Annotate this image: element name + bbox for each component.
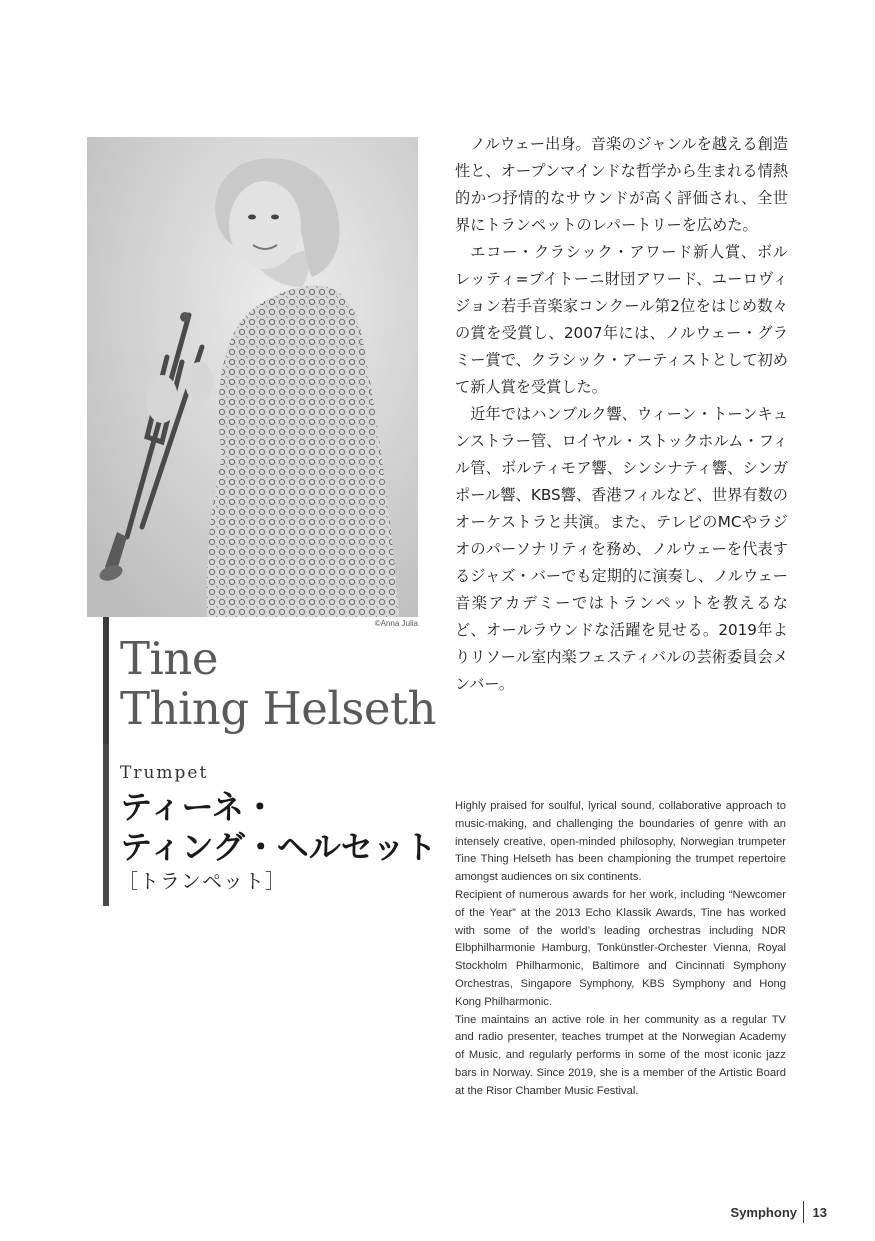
footer-divider	[803, 1201, 804, 1223]
bio-en-paragraph: Tine maintains an active role in her community as a regular TV and radio presenter, teaches trumpet at the Norwegian Academy of Music, and regularly performs in some of the most iconic jazz bars in Norway. Since 2019, she is a member of the Artistic Board at the Risor Chamber Music Festival.	[455, 1013, 786, 1097]
accent-bar-top	[103, 617, 109, 744]
artist-name-japanese-line1: ティーネ・	[120, 788, 276, 826]
instrument-english: Trumpet	[120, 763, 209, 783]
bio-jp-paragraph: ノルウェー出身。音楽のジャンルを越える創造性と、オープンマインドな哲学から生まれる情熱的かつ抒情的なサウンドが高く評価され、全世界にトランペットのレパートリーを広めた。	[455, 135, 788, 234]
photo-credit: ©Anna Julia	[374, 619, 418, 628]
magazine-title: Symphony	[730, 1205, 797, 1220]
accent-bar-bottom	[103, 744, 109, 906]
biography-english	[455, 798, 786, 1101]
artist-name-english-line2: Thing Helseth	[120, 682, 437, 735]
artist-name-english	[120, 632, 437, 735]
bio-en-paragraph: Recipient of numerous awards for her work, including “Newcomer of the Year” at the 2013 Echo Klassik Awards, Tine has worked with some of the world’s leading orchestras including NDR Elbphilharmonie Hamburg, Tonkünstler-Orchester Vienna, Royal Stockholm Philharmonic, Baltimore and Cincinnati Symphony Orchestras, Singapore Symphony, KBS Symphony and Hong Kong Philharmonic.	[455, 888, 786, 1008]
artist-name-english-line1: Tine	[120, 632, 219, 685]
artist-photo	[87, 137, 418, 617]
bio-en-paragraph: Highly praised for soulful, lyrical sound, collaborative approach to music-making, and challenging the boundaries of genre with an intensely creative, open-minded philosophy, Norwegian trumpeter Tine Thing Helseth has been championing the trumpet repertoire amongst audiences on six continents.	[455, 800, 786, 884]
bio-jp-paragraph: 近年ではハンブルク響、ウィーン・トーンキュンストラー管、ロイヤル・ストックホルム・フィル管、ボルティモア響、シンシナティ響、シンガポール響、KBS響、香港フィルなど、世界有数のオーケストラと共演。また、テレビのMCやラジオのパーソナリティを務め、ノルウェーを代表するジャズ・バーでも定期的に演奏し、ノルウェー音楽アカデミーではトランペットを教えるなど、オールラウンドな活躍を見せる。2019年よりリソール室内楽フェスティバルの芸術委員会メンバー。	[455, 405, 788, 693]
artist-name-japanese	[120, 787, 440, 867]
instrument-japanese: ［トランペット］	[118, 869, 286, 893]
bio-jp-paragraph: エコー・クラシック・アワード新人賞、ボルレッティ=ブイトーニ財団アワード、ユーロヴィジョン若手音楽家コンクール第2位をはじめ数々の賞を受賞し、2007年には、ノルウェー・グラミー賞で、クラシック・アーティストとして初めて新人賞を受賞した。	[455, 243, 788, 396]
page-number: 13	[812, 1205, 827, 1220]
page-footer	[700, 1201, 830, 1225]
biography-japanese	[455, 131, 788, 698]
artist-name-japanese-line2: ティング・ヘルセット	[120, 828, 437, 866]
